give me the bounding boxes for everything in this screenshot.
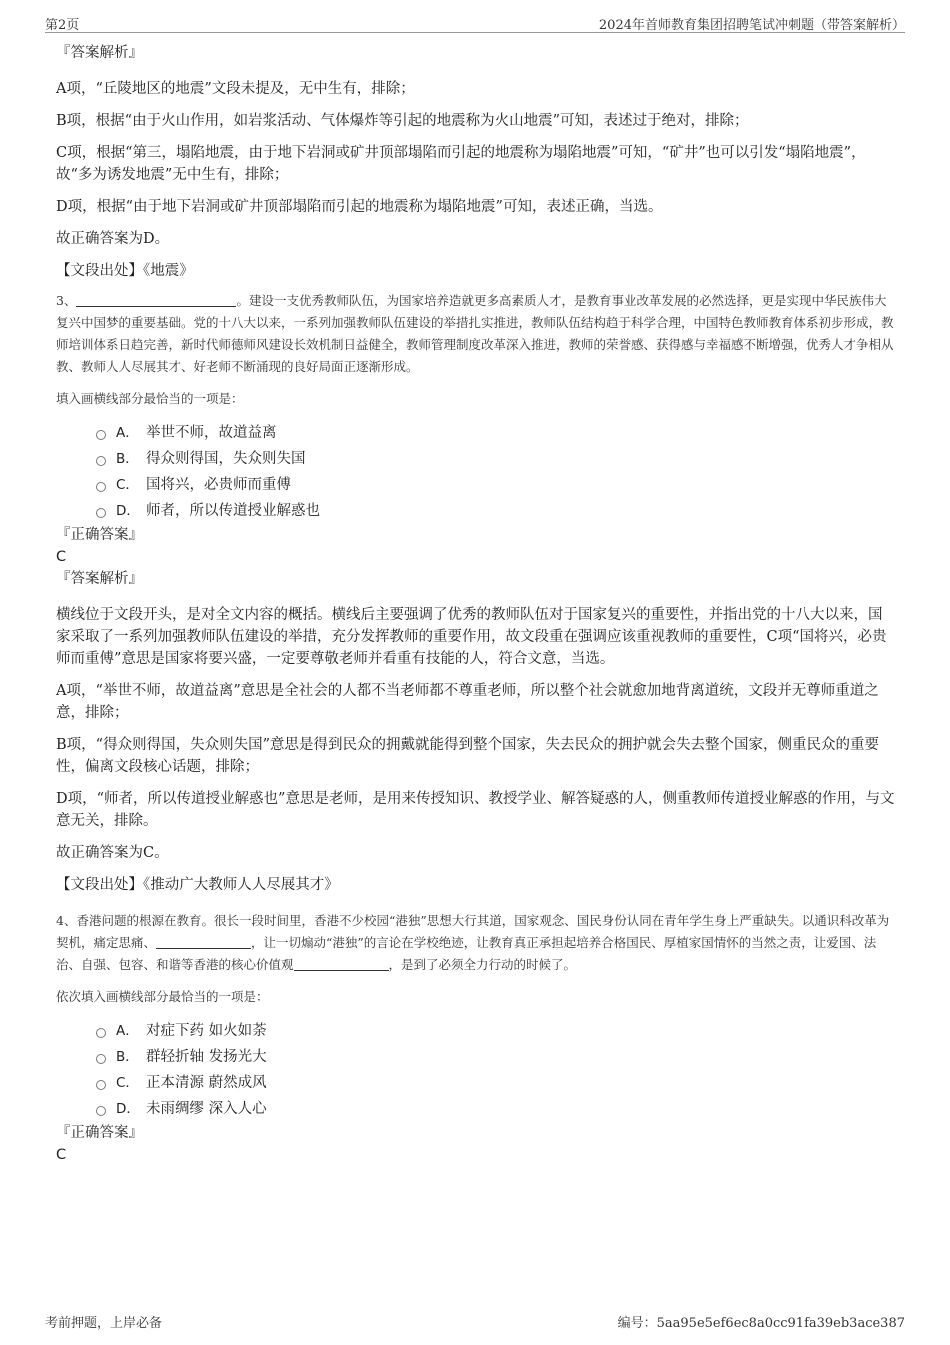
analysis-item: 横线位于文段开头，是对全文内容的概括。横线后主要强调了优秀的教师队伍对于国家复兴的重要性，并指出党的十八大以来，国家采取了一系列加强教师队伍建设的举措，充分发挥教师的重要作用，故文段重在强调应该重视教师的重要性，C项“国将兴，必贵师而重傅”意思是国家将要兴盛，一定要尊敬老师并看重有技能的人，符合文意，当选。	[56, 607, 887, 667]
conclusion: 故正确答案为C。	[56, 845, 169, 861]
radio-icon[interactable]	[96, 1080, 106, 1090]
analysis-heading: 『答案解析』	[56, 571, 143, 587]
question-3-stem: 3、 。建设一支优秀教师队伍，为国家培养造就更多高素质人才，是教育事业改革发展的必然选择，更是实现中华民族伟大复兴中国梦的重要基础。党的十八大以来，一系列加强教师队伍建设的举措扎实推进，教师队伍结构趋于科学合理，中国特色教师教育体系初步形成，教师培训体系日趋完善，新时代师德师风建设长效机制日益健全，教师管理制度改革深入推进，教师的荣誉感、获得感与幸福感不断增强，优秀人才争相从教、教师人人尽展其才、好老师不断涌现的良好局面正逐渐形成。	[56, 293, 894, 374]
analysis-item: C项，根据“第三，塌陷地震，由于地下岩洞或矿井顶部塌陷而引起的地震称为塌陷地震”可知，“矿井”也可以引发“塌陷地震”，故“多为诱发地震”无中生有，排除；	[56, 145, 866, 183]
radio-icon[interactable]	[96, 456, 106, 466]
option-c[interactable]: C． 正本清源 蔚然成风	[96, 1070, 896, 1096]
radio-icon[interactable]	[96, 1028, 106, 1038]
question-4-stem: 4、香港问题的根源在教育。很长一段时间里，香港不少校园“港独”思想大行其道，国家观念、国民身份认同在青年学生身上严重缺失。以通识科改革为契机，痛定思痛、 ，让一切煽动“港独”的言论在学校绝迹，让教育真正承担起培养合格国民、厚植家国情怀的当然之责，让爱国、法治、自强、包容、和谐等香港的核心价值观 ，是到了必须全力行动的时候了。	[56, 913, 890, 972]
question-3-options	[96, 420, 896, 524]
answer-heading: 『正确答案』	[56, 1125, 143, 1141]
radio-icon[interactable]	[96, 1106, 106, 1116]
option-d[interactable]: D． 师者，所以传道授业解惑也	[96, 498, 896, 524]
radio-icon[interactable]	[96, 508, 106, 518]
fill-blank-1	[156, 934, 251, 949]
question-4-options	[96, 1018, 896, 1122]
analysis-item: A项，“举世不师，故道益离”意思是全社会的人都不当老师都不尊重老师，所以整个社会就愈加地背离道统，文段并无尊师重道之意，排除；	[56, 683, 879, 721]
source-citation: 【文段出处】《地震》	[56, 263, 194, 279]
radio-icon[interactable]	[96, 1054, 106, 1064]
radio-icon[interactable]	[96, 482, 106, 492]
option-a[interactable]: A． 对症下药 如火如荼	[96, 1018, 896, 1044]
document-body	[56, 42, 896, 1166]
option-d[interactable]: D． 未雨绸缪 深入人心	[96, 1096, 896, 1122]
question-prompt: 填入画横线部分最恰当的一项是：	[56, 391, 244, 406]
analysis-item: D项，“师者，所以传道授业解惑也”意思是老师，是用来传授知识、教授学业、解答疑惑的人，侧重教师传道授业解惑的作用，与文意无关，排除。	[56, 791, 895, 829]
analysis-item: B项，“得众则得国，失众则失国”意思是得到民众的拥戴就能得到整个国家，失去民众的拥护就会失去整个国家，侧重民众的重要性，偏离文段核心话题，排除；	[56, 737, 879, 775]
analysis-item: D项，根据“由于地下岩洞或矿井顶部塌陷而引起的地震称为塌陷地震”可知，表述正确，当选。	[56, 199, 663, 215]
option-c[interactable]: C． 国将兴，必贵师而重傅	[96, 472, 896, 498]
fill-blank	[76, 292, 236, 307]
option-b[interactable]: B． 群轻折轴 发扬光大	[96, 1044, 896, 1070]
question-prompt: 依次填入画横线部分最恰当的一项是：	[56, 989, 269, 1004]
fill-blank-2	[294, 956, 389, 971]
document-code: 编号：5aa95e5ef6ec8a0cc91fa39eb3ace387	[617, 1316, 905, 1331]
option-b[interactable]: B． 得众则得国，失众则失国	[96, 446, 896, 472]
page-header	[45, 12, 905, 33]
document-title: 2024年首师教育集团招聘笔试冲刺题（带答案解析）	[598, 18, 905, 33]
source-citation: 【文段出处】《推动广大教师人人尽展其才》	[56, 877, 339, 893]
analysis-heading: 『答案解析』	[56, 45, 143, 61]
page-number: 第2页	[45, 18, 80, 33]
answer-heading: 『正确答案』	[56, 527, 143, 543]
answer-value: C	[56, 549, 67, 565]
radio-icon[interactable]	[96, 430, 106, 440]
footer-slogan: 考前押题，上岸必备	[45, 1316, 163, 1331]
conclusion: 故正确答案为D。	[56, 231, 170, 247]
analysis-item: B项，根据“由于火山作用，如岩浆活动、气体爆炸等引起的地震称为火山地震”可知，表述过于绝对，排除；	[56, 113, 749, 129]
option-a[interactable]: A． 举世不师，故道益离	[96, 420, 896, 446]
question-number: 4、	[56, 913, 77, 928]
analysis-item: A项，“丘陵地区的地震”文段未提及，无中生有，排除；	[56, 81, 415, 97]
answer-value: C	[56, 1147, 67, 1163]
question-number: 3、	[56, 293, 77, 308]
